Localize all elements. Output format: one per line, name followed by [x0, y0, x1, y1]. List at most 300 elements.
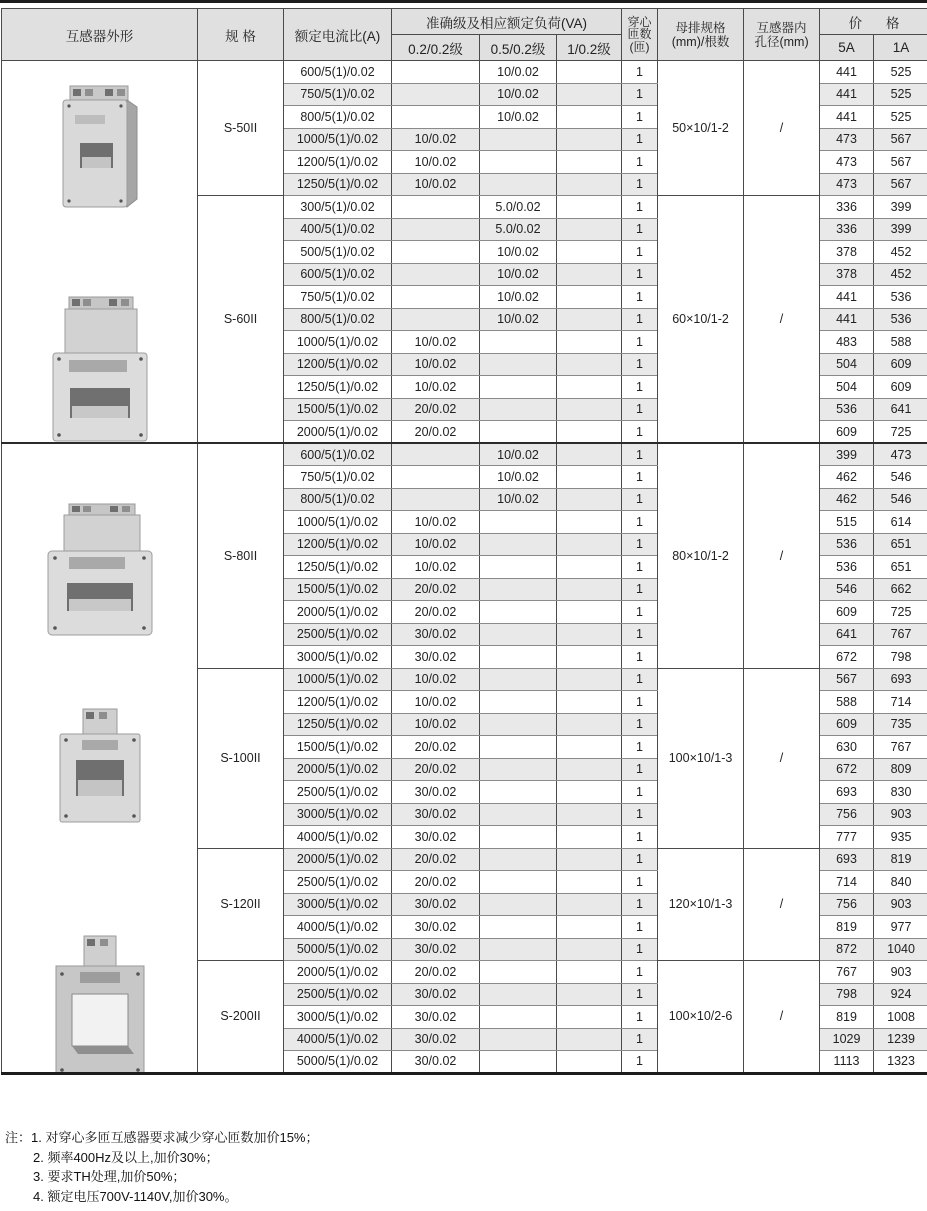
price-1a-cell: 903: [874, 961, 927, 984]
table-header: [2, 9, 927, 61]
ratio-cell: 1250/5(1)/0.02: [284, 556, 392, 579]
ratio-cell: 800/5(1)/0.02: [284, 488, 392, 511]
ratio-cell: 750/5(1)/0.02: [284, 286, 392, 309]
bore-cell: /: [744, 61, 820, 196]
acc-02-cell: 20/0.02: [392, 398, 480, 421]
acc-05-cell: [480, 421, 557, 444]
acc-1-cell: [557, 196, 622, 219]
acc-02-cell: 20/0.02: [392, 736, 480, 759]
acc-1-cell: [557, 848, 622, 871]
ratio-cell: 3000/5(1)/0.02: [284, 646, 392, 669]
turns-cell: 1: [622, 1028, 658, 1051]
price-1a-cell: 809: [874, 758, 927, 781]
acc-02-cell: 10/0.02: [392, 556, 480, 579]
outline-cell-top: [2, 61, 198, 444]
note-line-1: 注：1. 对穿心多匝互感器要求减少穿心匝数加价15%；: [5, 1130, 319, 1145]
acc-1-cell: [557, 263, 622, 286]
acc-02-cell: [392, 488, 480, 511]
spec-cell: S-120II: [198, 848, 284, 961]
turns-cell: 1: [622, 781, 658, 804]
acc-05-cell: [480, 961, 557, 984]
acc-05-cell: [480, 128, 557, 151]
turns-cell: 1: [622, 398, 658, 421]
price-1a-cell: 693: [874, 668, 927, 691]
acc-05-cell: [480, 871, 557, 894]
price-5a-cell: 473: [820, 151, 874, 174]
price-1a-cell: 903: [874, 893, 927, 916]
bore-cell: /: [744, 961, 820, 1074]
turns-cell: 1: [622, 196, 658, 219]
turns-cell: 1: [622, 646, 658, 669]
turns-cell: 1: [622, 871, 658, 894]
acc-05-cell: [480, 781, 557, 804]
price-5a-cell: 1029: [820, 1028, 874, 1051]
acc-05-cell: [480, 691, 557, 714]
acc-02-cell: 10/0.02: [392, 173, 480, 196]
acc-1-cell: [557, 601, 622, 624]
busbar-cell: 100×10/2-6: [658, 961, 744, 1074]
bore-cell: /: [744, 848, 820, 961]
acc-1-cell: [557, 61, 622, 84]
turns-cell: 1: [622, 466, 658, 489]
busbar-cell: 100×10/1-3: [658, 668, 744, 848]
acc-02-cell: 10/0.02: [392, 533, 480, 556]
price-1a-cell: 725: [874, 601, 927, 624]
ratio-cell: 1000/5(1)/0.02: [284, 668, 392, 691]
acc-02-cell: [392, 241, 480, 264]
price-5a-cell: 336: [820, 196, 874, 219]
acc-1-cell: [557, 331, 622, 354]
acc-05-cell: [480, 668, 557, 691]
acc-05-cell: [480, 398, 557, 421]
price-5a-cell: 515: [820, 511, 874, 534]
header-price: 价 格: [820, 9, 927, 35]
price-1a-cell: 609: [874, 353, 927, 376]
acc-02-cell: 20/0.02: [392, 758, 480, 781]
acc-05-cell: [480, 713, 557, 736]
price-5a-cell: 378: [820, 263, 874, 286]
acc-1-cell: [557, 533, 622, 556]
price-1a-cell: 536: [874, 308, 927, 331]
header-price-5a: 5A: [820, 35, 874, 61]
acc-1-cell: [557, 578, 622, 601]
price-5a-cell: 872: [820, 938, 874, 961]
acc-1-cell: [557, 646, 622, 669]
price-1a-cell: 767: [874, 736, 927, 759]
ratio-cell: 2500/5(1)/0.02: [284, 983, 392, 1006]
acc-1-cell: [557, 511, 622, 534]
price-1a-cell: 1323: [874, 1051, 927, 1074]
header-turns: 穿心 匝数 (匝): [622, 9, 658, 61]
price-1a-cell: 725: [874, 421, 927, 444]
acc-02-cell: 10/0.02: [392, 691, 480, 714]
acc-1-cell: [557, 556, 622, 579]
turns-cell: 1: [622, 218, 658, 241]
price-5a-cell: 336: [820, 218, 874, 241]
ratio-cell: 1000/5(1)/0.02: [284, 511, 392, 534]
turns-cell: 1: [622, 488, 658, 511]
acc-1-cell: [557, 961, 622, 984]
turns-cell: 1: [622, 106, 658, 129]
acc-02-cell: 20/0.02: [392, 961, 480, 984]
turns-cell: 1: [622, 173, 658, 196]
acc-05-cell: [480, 578, 557, 601]
price-1a-cell: 525: [874, 83, 927, 106]
price-5a-cell: 504: [820, 376, 874, 399]
acc-05-cell: 10/0.02: [480, 286, 557, 309]
ratio-cell: 1500/5(1)/0.02: [284, 398, 392, 421]
price-5a-cell: 473: [820, 128, 874, 151]
price-5a-cell: 693: [820, 781, 874, 804]
price-5a-cell: 567: [820, 668, 874, 691]
turns-cell: 1: [622, 758, 658, 781]
acc-02-cell: [392, 308, 480, 331]
photo-s-50ii: [54, 83, 146, 216]
acc-02-cell: 10/0.02: [392, 151, 480, 174]
header-acc-02: 0.2/0.2级: [392, 35, 480, 61]
ratio-cell: 1200/5(1)/0.02: [284, 151, 392, 174]
acc-05-cell: 10/0.02: [480, 106, 557, 129]
notes-prefix: 注：: [5, 1130, 32, 1145]
acc-02-cell: 30/0.02: [392, 1006, 480, 1029]
acc-1-cell: [557, 916, 622, 939]
turns-cell: 1: [622, 826, 658, 849]
acc-1-cell: [557, 173, 622, 196]
ratio-cell: 3000/5(1)/0.02: [284, 803, 392, 826]
ratio-cell: 5000/5(1)/0.02: [284, 938, 392, 961]
price-1a-cell: 651: [874, 533, 927, 556]
acc-02-cell: 10/0.02: [392, 331, 480, 354]
price-1a-cell: 662: [874, 578, 927, 601]
turns-cell: 1: [622, 578, 658, 601]
ratio-cell: 2000/5(1)/0.02: [284, 848, 392, 871]
acc-02-cell: [392, 466, 480, 489]
photo-s-60ii: [47, 293, 153, 443]
turns-cell: 1: [622, 893, 658, 916]
acc-1-cell: [557, 218, 622, 241]
price-5a-cell: 777: [820, 826, 874, 849]
price-5a-cell: 483: [820, 331, 874, 354]
note-line-3: 3. 要求TH处理,加价50%；: [33, 1169, 186, 1184]
acc-1-cell: [557, 466, 622, 489]
acc-05-cell: [480, 758, 557, 781]
price-5a-cell: 641: [820, 623, 874, 646]
acc-02-cell: [392, 61, 480, 84]
acc-02-cell: 10/0.02: [392, 128, 480, 151]
price-5a-cell: 767: [820, 961, 874, 984]
header-bore: 互感器内 孔径(mm): [744, 9, 820, 61]
price-5a-cell: 714: [820, 871, 874, 894]
outline-cell-bottom: [2, 443, 198, 1073]
note-line-2: 2. 频率400Hz及以上,加价30%；: [33, 1149, 219, 1165]
acc-1-cell: [557, 286, 622, 309]
turns-cell: 1: [622, 533, 658, 556]
acc-02-cell: [392, 443, 480, 466]
ratio-cell: 600/5(1)/0.02: [284, 61, 392, 84]
photo-s-80ii: [43, 500, 157, 643]
price-1a-cell: 525: [874, 61, 927, 84]
price-5a-cell: 504: [820, 353, 874, 376]
header-spec: 规 格: [198, 9, 284, 61]
note-line-4: 4. 额定电压700V-1140V,加价30%。: [33, 1188, 238, 1204]
price-5a-cell: 672: [820, 758, 874, 781]
ratio-cell: 2500/5(1)/0.02: [284, 781, 392, 804]
acc-02-cell: 30/0.02: [392, 781, 480, 804]
acc-02-cell: 30/0.02: [392, 623, 480, 646]
ratio-cell: 1200/5(1)/0.02: [284, 691, 392, 714]
price-1a-cell: 525: [874, 106, 927, 129]
turns-cell: 1: [622, 376, 658, 399]
ratio-cell: 1500/5(1)/0.02: [284, 578, 392, 601]
acc-05-cell: [480, 826, 557, 849]
acc-02-cell: 10/0.02: [392, 713, 480, 736]
turns-cell: 1: [622, 916, 658, 939]
price-5a-cell: 462: [820, 466, 874, 489]
acc-1-cell: [557, 781, 622, 804]
acc-02-cell: [392, 263, 480, 286]
price-5a-cell: 536: [820, 398, 874, 421]
price-1a-cell: 588: [874, 331, 927, 354]
turns-cell: 1: [622, 128, 658, 151]
photo-s-120-200ii: [50, 932, 150, 1073]
turns-cell: 1: [622, 556, 658, 579]
acc-1-cell: [557, 736, 622, 759]
price-1a-cell: 1008: [874, 1006, 927, 1029]
ratio-cell: 4000/5(1)/0.02: [284, 826, 392, 849]
acc-02-cell: [392, 218, 480, 241]
header-outline: 互感器外形: [2, 9, 198, 61]
ratio-cell: 1250/5(1)/0.02: [284, 173, 392, 196]
acc-05-cell: [480, 376, 557, 399]
price-5a-cell: 441: [820, 286, 874, 309]
acc-02-cell: 10/0.02: [392, 376, 480, 399]
spec-cell: S-100II: [198, 668, 284, 848]
turns-cell: 1: [622, 308, 658, 331]
turns-cell: 1: [622, 848, 658, 871]
price-1a-cell: 830: [874, 781, 927, 804]
acc-05-cell: [480, 1006, 557, 1029]
price-5a-cell: 546: [820, 578, 874, 601]
price-5a-cell: 819: [820, 1006, 874, 1029]
turns-cell: 1: [622, 983, 658, 1006]
price-5a-cell: 798: [820, 983, 874, 1006]
ratio-cell: 4000/5(1)/0.02: [284, 916, 392, 939]
ratio-cell: 2500/5(1)/0.02: [284, 623, 392, 646]
price-5a-cell: 609: [820, 713, 874, 736]
ratio-cell: 5000/5(1)/0.02: [284, 1051, 392, 1074]
price-1a-cell: 546: [874, 488, 927, 511]
spec-cell: S-200II: [198, 961, 284, 1074]
price-1a-cell: 567: [874, 151, 927, 174]
acc-1-cell: [557, 668, 622, 691]
acc-1-cell: [557, 398, 622, 421]
acc-05-cell: 10/0.02: [480, 443, 557, 466]
acc-05-cell: [480, 151, 557, 174]
turns-cell: 1: [622, 241, 658, 264]
acc-1-cell: [557, 353, 622, 376]
acc-02-cell: 30/0.02: [392, 983, 480, 1006]
price-1a-cell: 977: [874, 916, 927, 939]
acc-05-cell: [480, 353, 557, 376]
turns-cell: 1: [622, 803, 658, 826]
ratio-cell: 1000/5(1)/0.02: [284, 331, 392, 354]
ratio-cell: 800/5(1)/0.02: [284, 106, 392, 129]
outline-box: [2, 444, 197, 1072]
price-1a-cell: 1040: [874, 938, 927, 961]
price-1a-cell: 714: [874, 691, 927, 714]
turns-cell: 1: [622, 1051, 658, 1074]
price-table: [1, 8, 927, 1075]
price-5a-cell: 1113: [820, 1051, 874, 1074]
ratio-cell: 2000/5(1)/0.02: [284, 758, 392, 781]
acc-02-cell: 30/0.02: [392, 1028, 480, 1051]
ratio-cell: 600/5(1)/0.02: [284, 443, 392, 466]
turns-cell: 1: [622, 83, 658, 106]
turns-cell: 1: [622, 353, 658, 376]
price-1a-cell: 452: [874, 241, 927, 264]
ratio-cell: 800/5(1)/0.02: [284, 308, 392, 331]
acc-05-cell: 10/0.02: [480, 83, 557, 106]
acc-1-cell: [557, 376, 622, 399]
price-1a-cell: 819: [874, 848, 927, 871]
ratio-cell: 750/5(1)/0.02: [284, 466, 392, 489]
bore-cell: /: [744, 668, 820, 848]
turns-cell: 1: [622, 263, 658, 286]
price-1a-cell: 614: [874, 511, 927, 534]
price-1a-cell: 1239: [874, 1028, 927, 1051]
outline-box: [2, 61, 197, 442]
acc-02-cell: 30/0.02: [392, 646, 480, 669]
acc-02-cell: 20/0.02: [392, 421, 480, 444]
header-acc-1: 1/0.2级: [557, 35, 622, 61]
acc-1-cell: [557, 443, 622, 466]
acc-1-cell: [557, 106, 622, 129]
header-busbar: 母排规格 (mm)/根数: [658, 9, 744, 61]
acc-02-cell: [392, 106, 480, 129]
acc-05-cell: [480, 173, 557, 196]
ratio-cell: 1250/5(1)/0.02: [284, 713, 392, 736]
bore-cell: /: [744, 196, 820, 444]
ratio-cell: 3000/5(1)/0.02: [284, 893, 392, 916]
acc-1-cell: [557, 1006, 622, 1029]
price-1a-cell: 924: [874, 983, 927, 1006]
turns-cell: 1: [622, 61, 658, 84]
acc-05-cell: [480, 556, 557, 579]
header-accuracy: 准确级及相应额定负荷(VA): [392, 9, 622, 35]
price-1a-cell: 641: [874, 398, 927, 421]
spec-cell: S-50II: [198, 61, 284, 196]
acc-1-cell: [557, 871, 622, 894]
acc-1-cell: [557, 488, 622, 511]
header-ratio: 额定电流比(A): [284, 9, 392, 61]
busbar-cell: 50×10/1-2: [658, 61, 744, 196]
ratio-cell: 2000/5(1)/0.02: [284, 601, 392, 624]
price-5a-cell: 819: [820, 916, 874, 939]
acc-05-cell: [480, 533, 557, 556]
table-body: [2, 61, 927, 1074]
acc-02-cell: 20/0.02: [392, 578, 480, 601]
ratio-cell: 2500/5(1)/0.02: [284, 871, 392, 894]
ratio-cell: 750/5(1)/0.02: [284, 83, 392, 106]
busbar-cell: 60×10/1-2: [658, 196, 744, 444]
turns-cell: 1: [622, 511, 658, 534]
acc-05-cell: [480, 803, 557, 826]
turns-cell: 1: [622, 713, 658, 736]
acc-02-cell: 30/0.02: [392, 938, 480, 961]
acc-1-cell: [557, 691, 622, 714]
price-1a-cell: 536: [874, 286, 927, 309]
header-acc-05: 0.5/0.2级: [480, 35, 557, 61]
acc-05-cell: 10/0.02: [480, 263, 557, 286]
price-5a-cell: 441: [820, 61, 874, 84]
price-1a-cell: 935: [874, 826, 927, 849]
ratio-cell: 500/5(1)/0.02: [284, 241, 392, 264]
price-5a-cell: 441: [820, 83, 874, 106]
turns-cell: 1: [622, 421, 658, 444]
acc-05-cell: 10/0.02: [480, 61, 557, 84]
ratio-cell: 300/5(1)/0.02: [284, 196, 392, 219]
acc-1-cell: [557, 128, 622, 151]
acc-02-cell: 20/0.02: [392, 871, 480, 894]
busbar-cell: 80×10/1-2: [658, 443, 744, 668]
acc-1-cell: [557, 308, 622, 331]
turns-cell: 1: [622, 736, 658, 759]
header-price-1a: 1A: [874, 35, 927, 61]
acc-05-cell: 10/0.02: [480, 488, 557, 511]
acc-05-cell: [480, 1028, 557, 1051]
ratio-cell: 2000/5(1)/0.02: [284, 421, 392, 444]
acc-05-cell: [480, 893, 557, 916]
ratio-cell: 1200/5(1)/0.02: [284, 533, 392, 556]
acc-02-cell: 20/0.02: [392, 848, 480, 871]
price-5a-cell: 609: [820, 421, 874, 444]
acc-1-cell: [557, 241, 622, 264]
price-5a-cell: 609: [820, 601, 874, 624]
notes: [5, 1128, 319, 1206]
price-1a-cell: 840: [874, 871, 927, 894]
acc-1-cell: [557, 938, 622, 961]
price-5a-cell: 536: [820, 533, 874, 556]
price-1a-cell: 735: [874, 713, 927, 736]
ratio-cell: 3000/5(1)/0.02: [284, 1006, 392, 1029]
price-5a-cell: 462: [820, 488, 874, 511]
photo-s-100ii: [52, 706, 148, 829]
top-rule: [0, 0, 927, 3]
acc-05-cell: 10/0.02: [480, 241, 557, 264]
price-1a-cell: 767: [874, 623, 927, 646]
acc-05-cell: [480, 916, 557, 939]
acc-1-cell: [557, 623, 622, 646]
acc-05-cell: [480, 601, 557, 624]
turns-cell: 1: [622, 443, 658, 466]
acc-1-cell: [557, 803, 622, 826]
acc-02-cell: [392, 196, 480, 219]
acc-02-cell: [392, 83, 480, 106]
acc-05-cell: [480, 1051, 557, 1074]
price-1a-cell: 798: [874, 646, 927, 669]
ratio-cell: 4000/5(1)/0.02: [284, 1028, 392, 1051]
acc-1-cell: [557, 151, 622, 174]
turns-cell: 1: [622, 331, 658, 354]
ratio-cell: 1250/5(1)/0.02: [284, 376, 392, 399]
turns-cell: 1: [622, 961, 658, 984]
turns-cell: 1: [622, 623, 658, 646]
acc-05-cell: 5.0/0.02: [480, 218, 557, 241]
acc-1-cell: [557, 893, 622, 916]
acc-1-cell: [557, 826, 622, 849]
price-5a-cell: 441: [820, 106, 874, 129]
acc-02-cell: [392, 286, 480, 309]
